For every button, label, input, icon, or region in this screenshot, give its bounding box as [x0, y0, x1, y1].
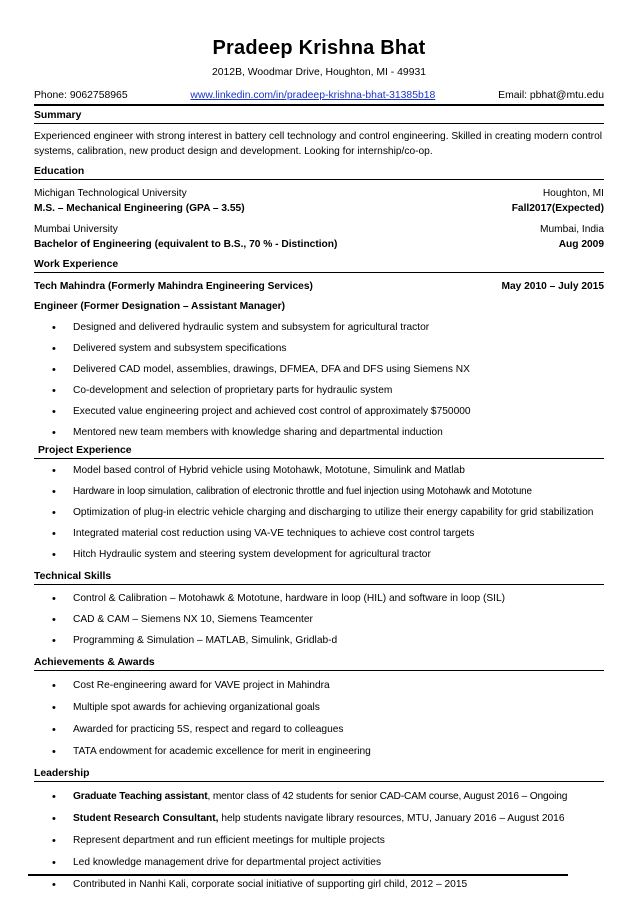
degree: Bachelor of Engineering (equivalent to B.S., 70 % - Distinction)	[34, 239, 338, 250]
list-item: • Model based control of Hybrid vehicle using Motohawk, Mototune, Simulink and Matlab	[34, 464, 604, 478]
role-lead: Student Research Consultant,	[73, 813, 219, 824]
education-entry	[34, 201, 604, 216]
location: Houghton, MI	[542, 188, 604, 199]
section-title-skills: Technical Skills	[34, 570, 604, 585]
list-item: • Optimization of plug-in electric vehicle charging and discharging to utilize their energy capability for grid stabilization	[34, 506, 604, 520]
section-title-awards: Achievements & Awards	[34, 656, 604, 671]
role-lead: Graduate Teaching assistant	[73, 791, 208, 802]
school: Michigan Technological University	[34, 188, 187, 199]
leadership-bullets	[34, 790, 604, 892]
role-detail: Contributed in Nanhi Kali, corporate social initiative of supporting girl child, 2012 – 2015	[73, 879, 468, 890]
role-detail: Led knowledge management drive for departmental project activities	[73, 857, 382, 868]
resume-page	[34, 0, 604, 892]
linkedin-link[interactable]: www.linkedin.com/in/pradeep-krishna-bhat-31385b18	[190, 90, 436, 101]
list-item: • Programming & Simulation – MATLAB, Simulink, Gridlab-d	[34, 634, 604, 648]
project-bullets	[34, 464, 604, 562]
candidate-name: Pradeep Krishna Bhat	[212, 37, 426, 59]
section-title-summary: Summary	[34, 109, 604, 124]
date: Fall2017(Expected)	[511, 203, 604, 214]
role: Engineer (Former Designation – Assistant Manager)	[34, 301, 285, 312]
skills-bullets	[34, 592, 604, 648]
list-item	[34, 856, 604, 870]
summary-text: Experienced engineer with strong interest in battery cell technology and control engineering. Skilled in creating modern control systems, calibration, new product design and development. Looking for internship/co-op.	[34, 131, 602, 157]
list-item: • Mentored new team members with knowledge sharing and departmental induction	[34, 426, 604, 440]
section-title-leadership: Leadership	[34, 767, 604, 782]
work-company-row	[34, 279, 604, 294]
list-item: • Delivered CAD model, assemblies, drawings, DFMEA, DFA and DFS using Siemens NX	[34, 363, 604, 377]
list-item: • Awarded for practicing 5S, respect and regard to colleagues	[34, 723, 604, 737]
footer-rule	[28, 874, 568, 876]
list-item: • Executed value engineering project and achieved cost control of approximately $750000	[34, 405, 604, 419]
list-item: • TATA endowment for academic excellence for merit in engineering	[34, 745, 604, 759]
role-detail: help students navigate library resources, MTU, January 2016 – August 2016	[218, 813, 565, 824]
list-item: • Hardware in loop simulation, calibration of electronic throttle and fuel injection using Motohawk and Mototune	[34, 485, 604, 499]
list-item	[34, 790, 604, 804]
awards-bullets	[34, 679, 604, 759]
degree: M.S. – Mechanical Engineering (GPA – 3.55)	[34, 203, 245, 214]
list-item: • Hitch Hydraulic system and steering system development for agricultural tractor	[34, 548, 604, 562]
education-entry	[34, 222, 604, 237]
contact-row	[34, 89, 604, 102]
role-detail: , mentor class of 42 students for senior CAD-CAM course, August 2016 – Ongoing	[207, 791, 568, 802]
role-detail: Represent department and run efficient meetings for multiple projects	[73, 835, 385, 846]
list-item: • Multiple spot awards for achieving organizational goals	[34, 701, 604, 715]
section-title-projects: Project Experience	[34, 444, 604, 459]
education-entry	[34, 186, 604, 201]
location: Mumbai, India	[540, 224, 604, 235]
list-item	[34, 878, 604, 892]
list-item	[34, 834, 604, 848]
address: 2012B, Woodmar Drive, Houghton, MI - 49931	[211, 67, 427, 78]
date: Aug 2009	[558, 239, 604, 250]
list-item: • Cost Re-engineering award for VAVE project in Mahindra	[34, 679, 604, 693]
list-item: • Control & Calibration – Motohawk & Mototune, hardware in loop (HIL) and software in loop (SIL)	[34, 592, 604, 606]
list-item	[34, 812, 604, 826]
list-item: • Designed and delivered hydraulic system and subsystem for agricultural tractor	[34, 321, 604, 335]
list-item: • Co-development and selection of proprietary parts for hydraulic system	[34, 384, 604, 398]
list-item: • CAD & CAM – Siemens NX 10, Siemens Teamcenter	[34, 613, 604, 627]
email: Email: pbhat@mtu.edu	[498, 90, 604, 101]
list-item: • Delivered system and subsystem specifications	[34, 342, 604, 356]
list-item: • Integrated material cost reduction using VA-VE techniques to achieve cost control targets	[34, 527, 604, 541]
section-title-work: Work Experience	[34, 258, 604, 273]
company: Tech Mahindra (Formerly Mahindra Engineering Services)	[34, 281, 313, 292]
education-entry	[34, 237, 604, 252]
phone: Phone: 9062758965	[34, 90, 128, 101]
work-bullets	[34, 321, 604, 440]
school: Mumbai University	[34, 224, 118, 235]
header-rule	[34, 104, 604, 106]
section-title-education: Education	[34, 165, 604, 180]
work-role-row	[34, 299, 604, 314]
work-dates: May 2010 – July 2015	[501, 281, 604, 292]
